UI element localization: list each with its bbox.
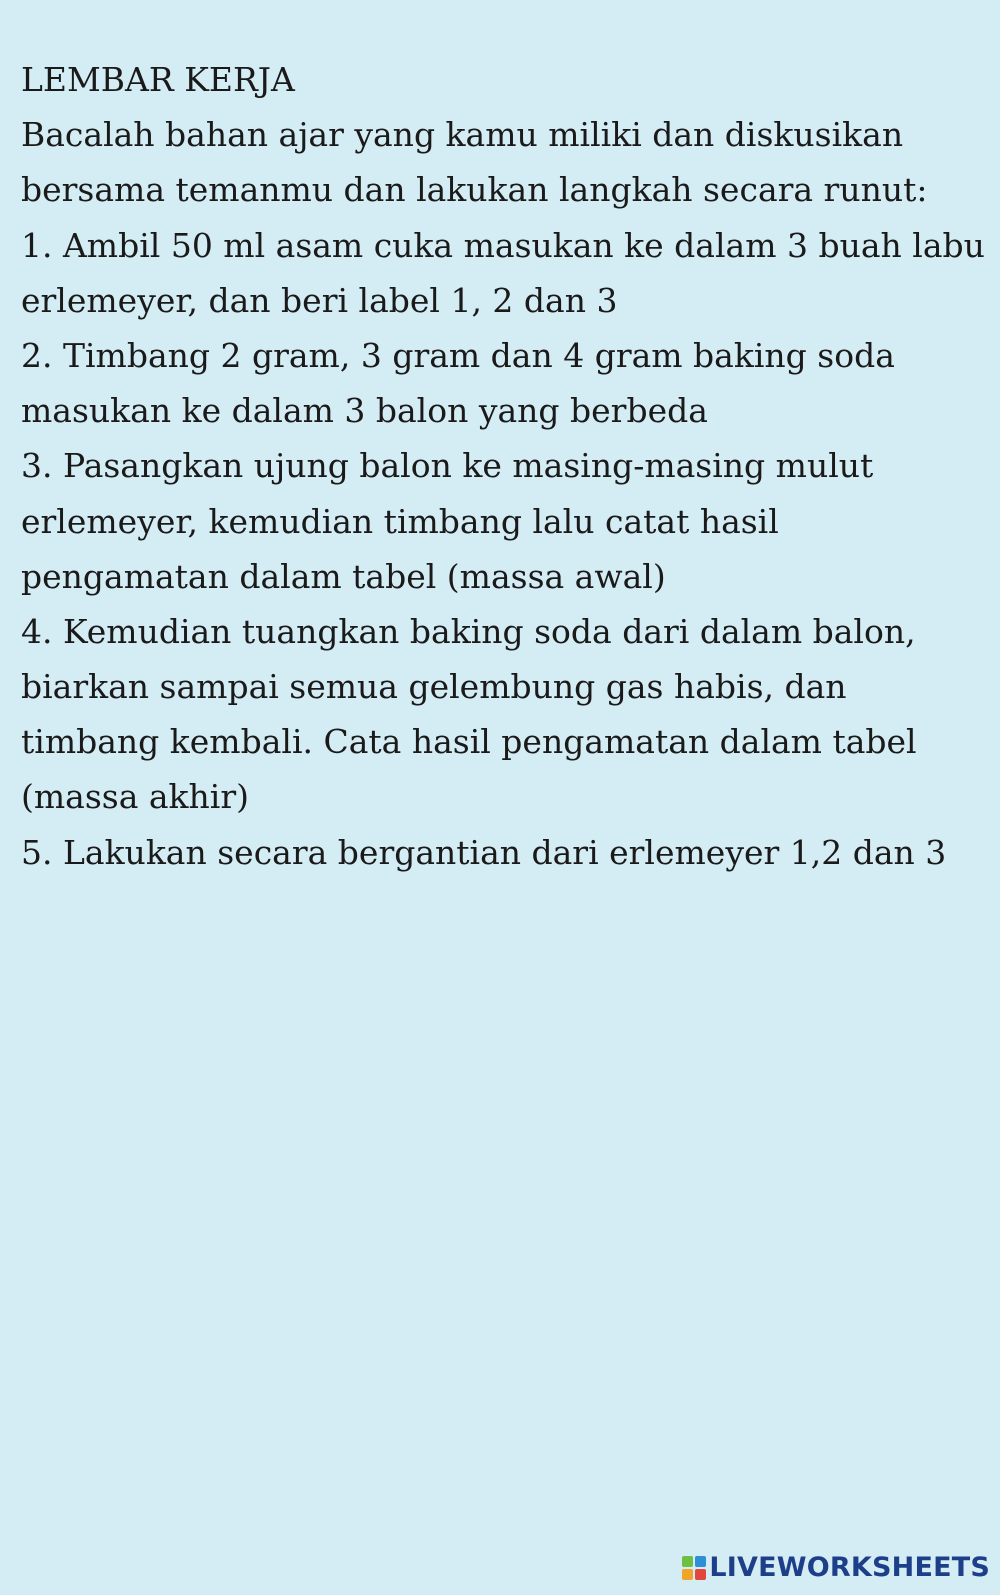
- step-1-line: 1. Ambil 50 ml asam cuka masukan ke dalam 3 buah labu: [21, 225, 985, 265]
- instruction-line: bersama temanmu dan lakukan langkah secara runut:: [21, 170, 928, 210]
- logo-text: LIVEWORKSHEETS: [709, 1552, 990, 1583]
- instruction-line: Bacalah bahan ajar yang kamu miliki dan diskusikan: [21, 115, 904, 155]
- step-4-line: 4. Kemudian tuangkan baking soda dari dalam balon,: [21, 611, 916, 651]
- liveworksheets-logo: [682, 1552, 990, 1583]
- step-3-line: 3. Pasangkan ujung balon ke masing-masing mulut: [21, 446, 874, 486]
- step-3-line: erlemeyer, kemudian timbang lalu catat hasil: [21, 501, 779, 541]
- step-4-line: biarkan sampai semua gelembung gas habis, dan: [21, 667, 847, 707]
- step-3-line: pengamatan dalam tabel (massa awal): [21, 556, 666, 596]
- worksheet-text: [21, 52, 996, 880]
- step-1-line: erlemeyer, dan beri label 1, 2 dan 3: [21, 280, 618, 320]
- step-2-line: masukan ke dalam 3 balon yang berbeda: [21, 391, 708, 431]
- step-2-line: 2. Timbang 2 gram, 3 gram dan 4 gram baking soda: [21, 335, 895, 375]
- step-5-line: 5. Lakukan secara bergantian dari erlemeyer 1,2 dan 3: [21, 832, 947, 872]
- step-4-line: timbang kembali. Cata hasil pengamatan dalam tabel: [21, 722, 917, 762]
- worksheet-title: LEMBAR KERJA: [21, 60, 295, 99]
- step-4-line: (massa akhir): [21, 777, 250, 817]
- liveworksheets-logo-icon: [682, 1556, 706, 1580]
